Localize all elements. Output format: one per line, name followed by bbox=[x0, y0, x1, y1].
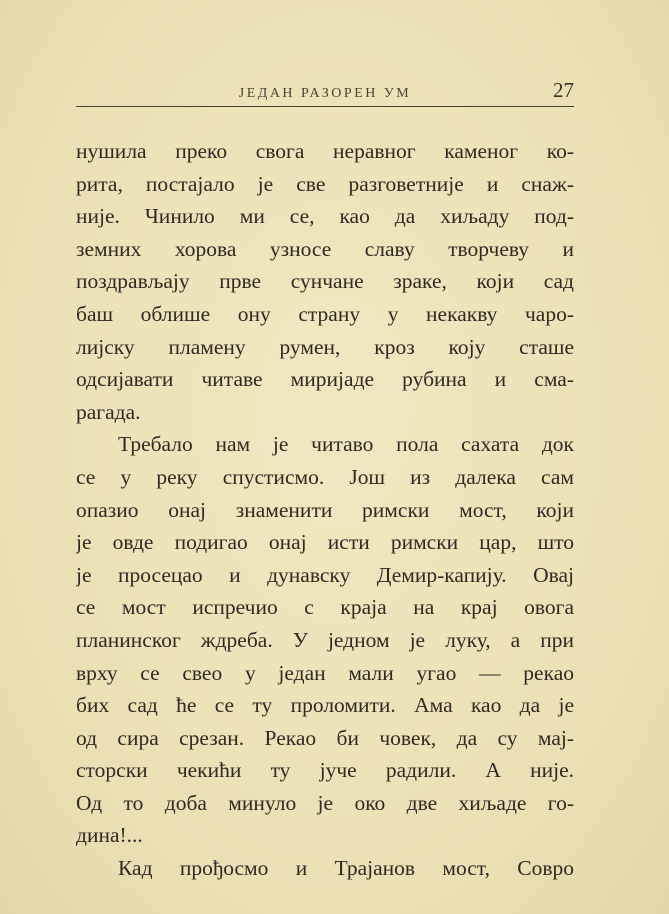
text-line: се у реку спустисмо. Још из далека сам bbox=[76, 464, 574, 489]
text-line: није. Чинило ми се, као да хиљаду под- bbox=[76, 204, 574, 229]
text-line: Од то доба минуло је око две хиљаде го- bbox=[76, 790, 574, 815]
header-rule bbox=[76, 106, 574, 107]
text-line: дина!... bbox=[76, 823, 143, 848]
page-number: 27 bbox=[553, 78, 574, 102]
text-line: одсијавати читаве миријаде рубина и сма- bbox=[76, 367, 574, 392]
paragraph-first-line: Требало нам је читаво пола сахата док bbox=[118, 432, 574, 457]
text-line: поздрављају прве сунчане зраке, који сад bbox=[76, 269, 574, 294]
text-line: рагада. bbox=[76, 399, 141, 424]
text-line: рита, постајало је све разговетније и снаж- bbox=[76, 171, 574, 196]
text-line: опазио онај знаменити римски мост, који bbox=[76, 497, 574, 522]
text-line: врху се свео у један мали угао — рекао bbox=[76, 660, 574, 685]
text-line: лијску пламену румен, кроз коју сташе bbox=[76, 334, 574, 359]
text-line: планинског ждреба. У једном је луку, а при bbox=[76, 627, 574, 652]
text-line: је овде подигао онај исти римски цар, што bbox=[76, 530, 574, 555]
text-line: бих сад ће се ту проломити. Ама као да је bbox=[76, 693, 574, 718]
text-line: се мост испречио с краја на крај овога bbox=[76, 595, 574, 620]
running-title: ЈЕДАН РАЗОРЕН УМ bbox=[238, 86, 412, 101]
paragraph-first-line: Кад прођосмо и Трајанов мост, Совро bbox=[118, 856, 574, 881]
text-line: сторски чекићи ту јуче радили. А није. bbox=[76, 758, 574, 783]
body-text bbox=[76, 135, 574, 885]
text-line: баш облише ону страну у некакву чаро- bbox=[76, 301, 574, 326]
text-line: је просецао и дунавску Демир-капију. Овај bbox=[76, 562, 574, 587]
text-line: нушила преко свога неравног каменог ко- bbox=[76, 139, 574, 163]
text-line: од сира срезан. Рекао би човек, да су мај- bbox=[76, 725, 574, 750]
text-line: земних хорова узносе славу творчеву и bbox=[76, 236, 574, 261]
running-head bbox=[76, 78, 574, 104]
